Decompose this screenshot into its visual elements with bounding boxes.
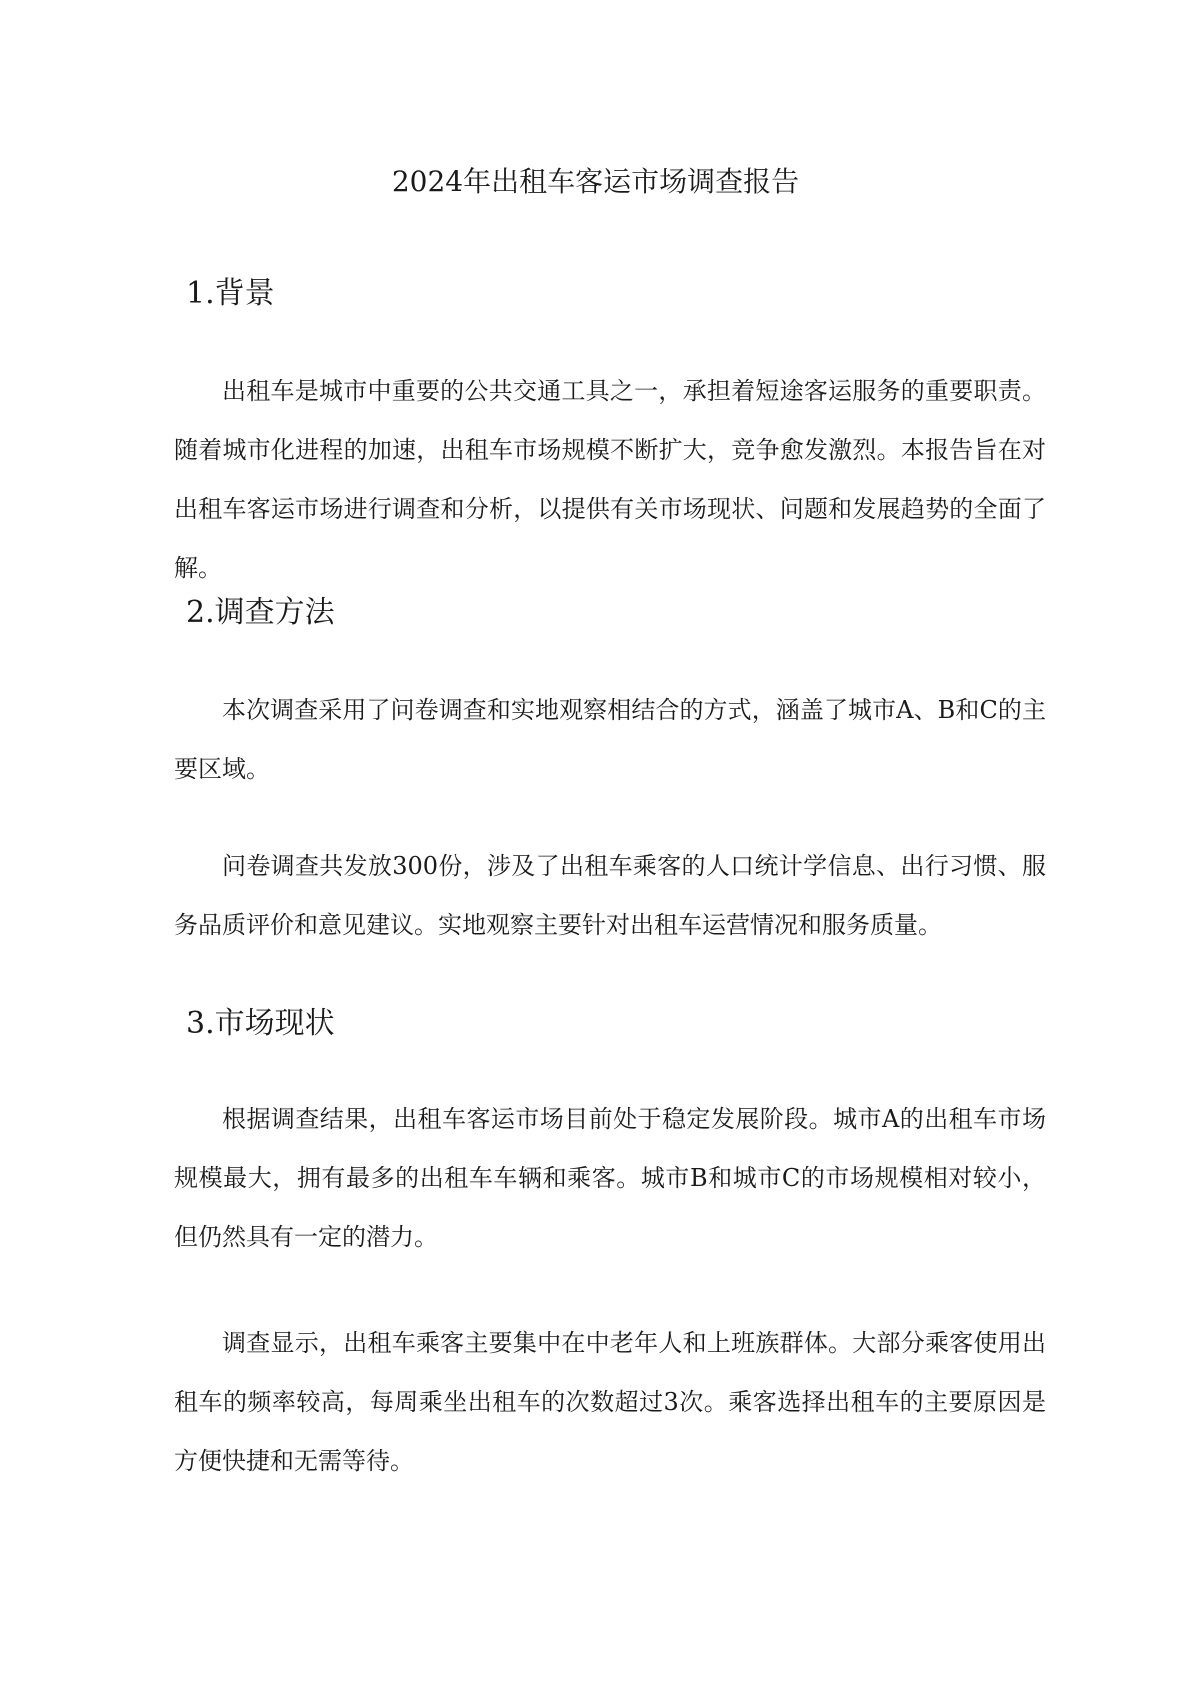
section-heading-background: 1.背景: [186, 276, 275, 311]
paragraph-background: 出租车是城市中重要的公共交通工具之一，承担着短途客运服务的重要职责。随着城市化进程的加速，出租车市场规模不断扩大，竞争愈发激烈。本报告旨在对出租车客运市场进行调查和分析，以提供有关市场现状、问题和发展趋势的全面了解。: [174, 377, 1046, 582]
paragraph-market-status-1: 根据调查结果，出租车客运市场目前处于稳定发展阶段。城市A的出租车市场规模最大，拥有最多的出租车车辆和乘客。城市B和城市C的市场规模相对较小，但仍然具有一定的潜力。: [174, 1105, 1046, 1251]
section-heading-method: 2.调查方法: [186, 595, 335, 630]
paragraph-method-2: 问卷调查共发放300份，涉及了出租车乘客的人口统计学信息、出行习惯、服务品质评价和意见建议。实地观察主要针对出租车运营情况和服务质量。: [174, 852, 1046, 939]
section-heading-market-status: 3.市场现状: [186, 1006, 335, 1041]
document-title: 2024年出租车客运市场调查报告: [391, 165, 800, 198]
paragraph-market-status-2: 调查显示，出租车乘客主要集中在中老年人和上班族群体。大部分乘客使用出租车的频率较高，每周乘坐出租车的次数超过3次。乘客选择出租车的主要原因是方便快捷和无需等待。: [174, 1329, 1046, 1475]
paragraph-method-1: 本次调查采用了问卷调查和实地观察相结合的方式，涵盖了城市A、B和C的主要区域。: [174, 696, 1046, 783]
